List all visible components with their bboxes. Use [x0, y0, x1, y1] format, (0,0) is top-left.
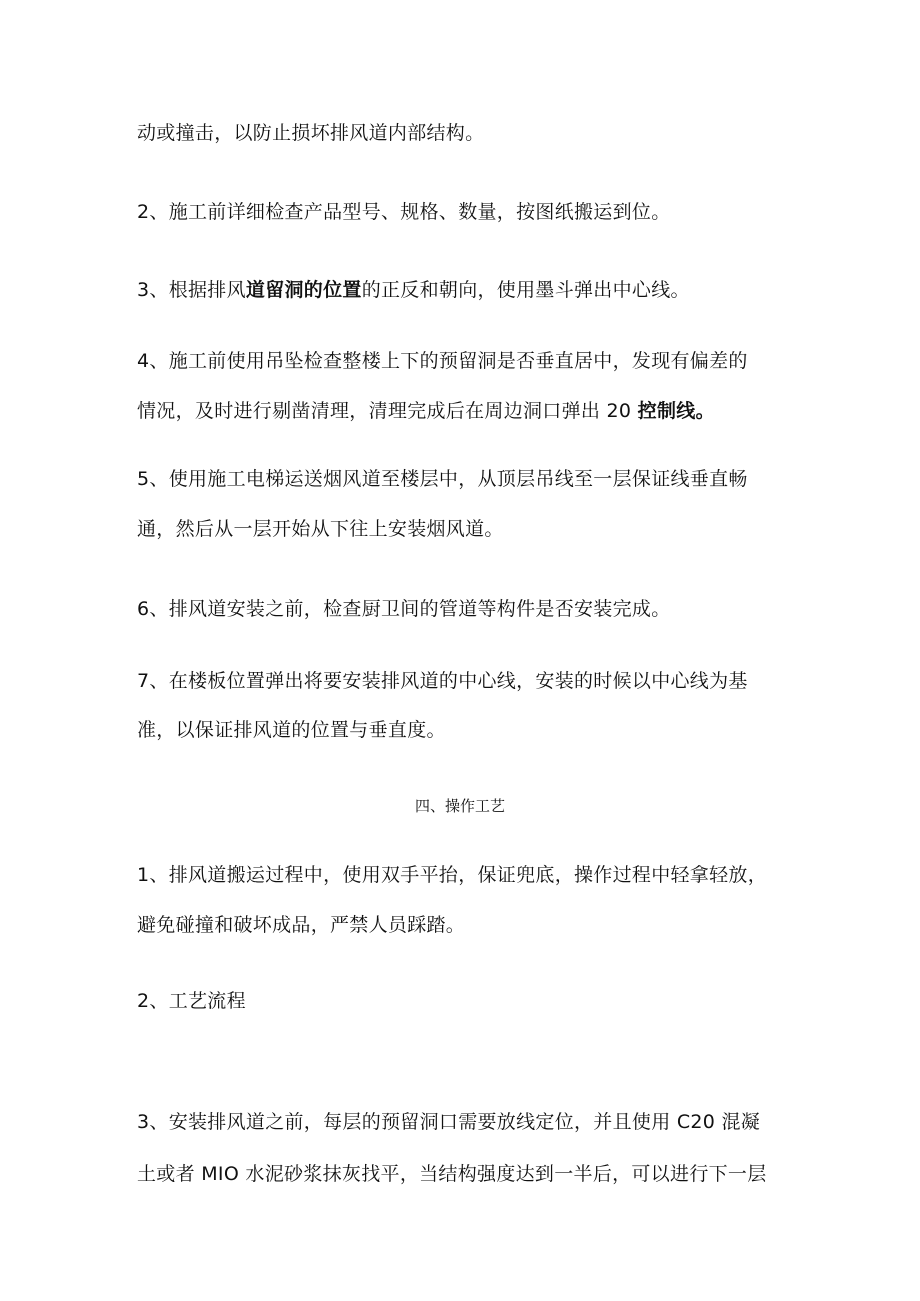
paragraph-line [137, 398, 817, 424]
bold-text-span: 道留洞的位置 [245, 279, 362, 301]
text-span: 情况，及时进行剔凿清理，清理完成后在周边洞口弹出 20 [137, 400, 638, 422]
paragraph-line: 2、施工前详细检查产品型号、规格、数量，按图纸搬运到位。 [137, 201, 671, 223]
paragraph-line: 土或者 MIO 水泥砂浆抹灰找平，当结构强度达到一半后，可以进行下一层 [137, 1163, 767, 1185]
paragraph-line: 4、施工前使用吊坠检查整楼上下的预留洞是否垂直居中，发现有偏差的 [137, 350, 748, 372]
paragraph-line: 3、安装排风道之前，每层的预留洞口需要放线定位，并且使用 C20 混凝 [137, 1111, 761, 1133]
bold-text-span: 控制线。 [637, 400, 715, 422]
paragraph-line: 1、排风道搬运过程中，使用双手平抬，保证兜底，操作过程中轻拿轻放， [137, 864, 767, 886]
paragraph-line: 2、工艺流程 [137, 990, 246, 1012]
paragraph-line: 准，以保证排风道的位置与垂直度。 [137, 719, 446, 741]
paragraph-line: 避免碰撞和破坏成品，严禁人员踩踏。 [137, 914, 466, 936]
paragraph-line: 6、排风道安装之前，检查厨卫间的管道等构件是否安装完成。 [137, 598, 671, 620]
paragraph-line: 7、在楼板位置弹出将要安装排风道的中心线，安装的时候以中心线为基 [137, 670, 748, 692]
section-heading: 四、操作工艺 [414, 797, 505, 815]
text-span: 3、根据排风 [137, 279, 246, 301]
paragraph-line [137, 277, 817, 303]
paragraph-line: 5、使用施工电梯运送烟风道至楼层中，从顶层吊线至一层保证线垂直畅 [137, 468, 748, 490]
paragraph-line: 通，然后从一层开始从下往上安装烟风道。 [137, 518, 504, 540]
paragraph-line: 动或撞击，以防止损坏排风道内部结构。 [137, 122, 485, 144]
text-span: 的正反和朝向，使用墨斗弹出中心线。 [361, 279, 690, 301]
